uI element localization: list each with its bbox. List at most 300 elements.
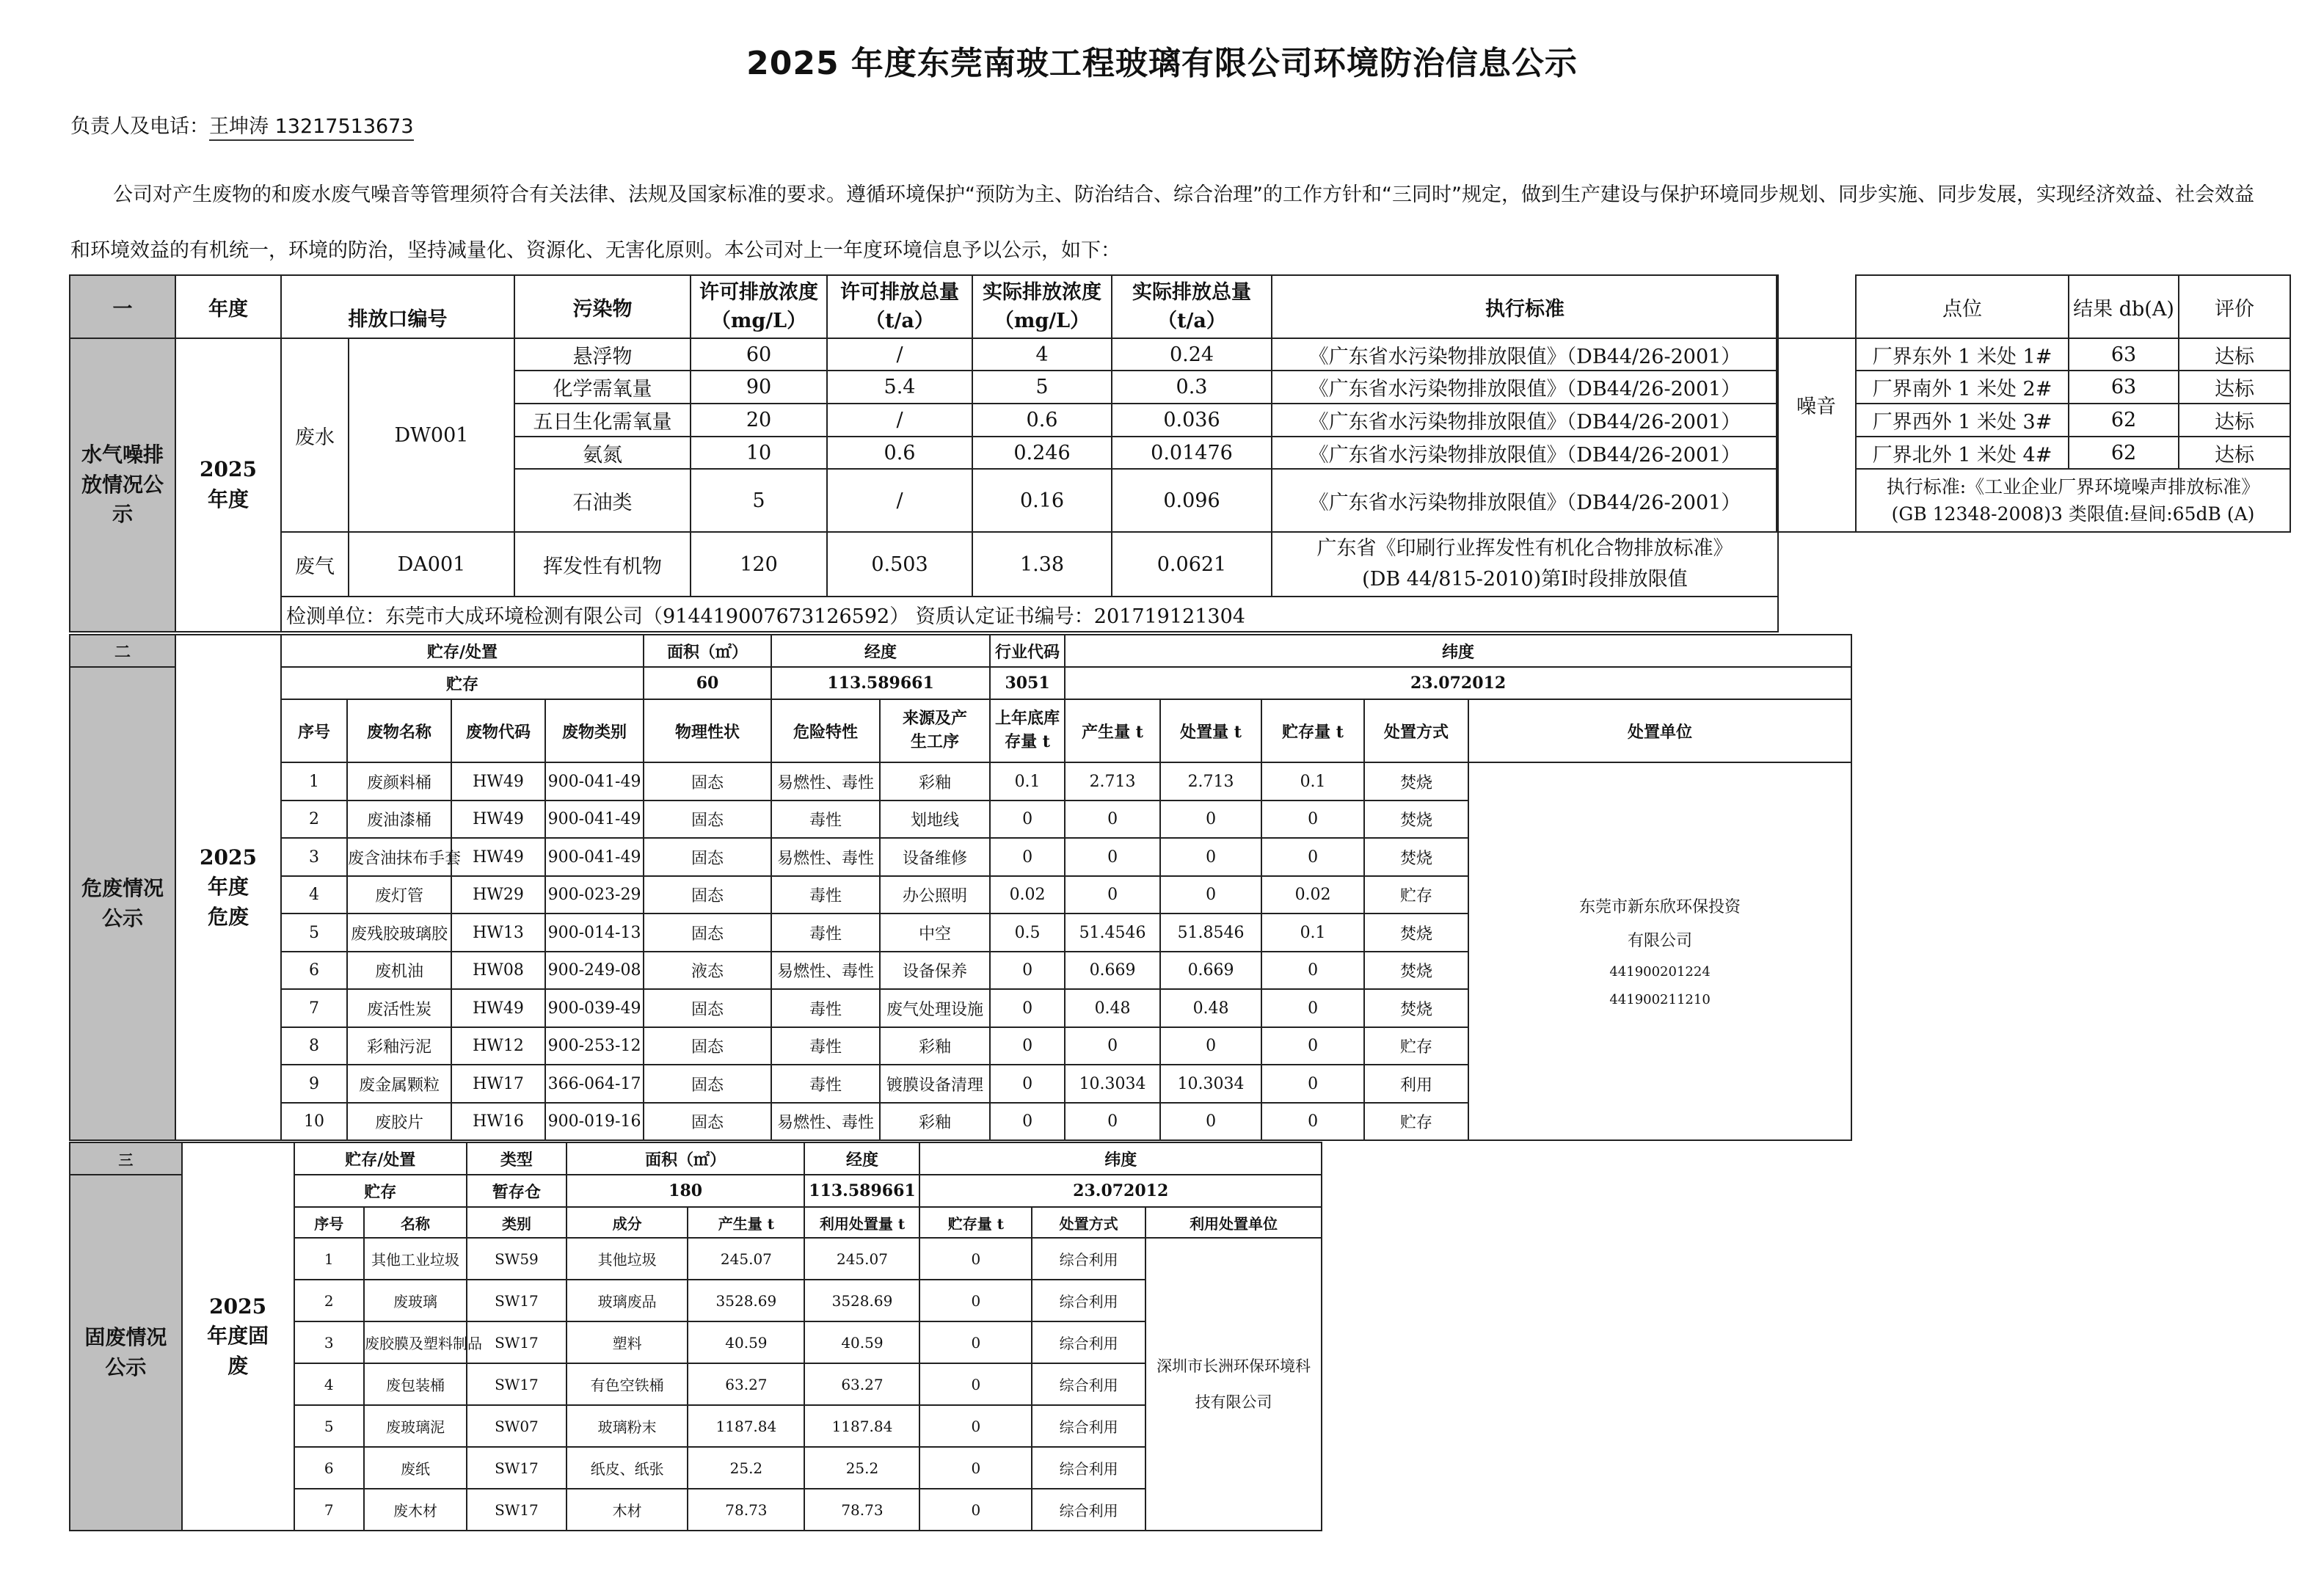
sw-name: 废纸	[364, 1447, 467, 1489]
sw-component: 玻璃粉末	[567, 1405, 688, 1447]
section-1-year: 2025年度	[175, 338, 281, 632]
sw-no: 3	[294, 1321, 364, 1363]
sw-no: 7	[294, 1489, 364, 1531]
hw-method: 焚烧	[1364, 914, 1468, 952]
header-actual-conc: 实际排放浓度（mg/L）	[972, 275, 1112, 338]
hw-produced: 0	[1065, 838, 1160, 876]
section-3-year: 2025年度固废	[182, 1142, 294, 1531]
hw-disposed: 10.3034	[1160, 1065, 1261, 1103]
hw-last-stock: 0.1	[990, 762, 1065, 801]
hw-code: HW13	[451, 914, 545, 952]
sw-category: SW17	[467, 1489, 567, 1531]
noise-eval: 达标	[2179, 371, 2290, 404]
hw-header-no: 序号	[281, 699, 347, 762]
hw-produced: 10.3034	[1065, 1065, 1160, 1103]
sw-storage-header-kind: 类型	[467, 1142, 567, 1175]
sw-category: SW17	[467, 1280, 567, 1321]
water-type: 废水	[281, 338, 349, 532]
water-pollutant: 悬浮物	[514, 338, 691, 371]
hw-hazard: 毒性	[771, 1065, 880, 1103]
hw-category: 900-019-16	[545, 1103, 644, 1140]
hw-no: 1	[281, 762, 347, 801]
sw-method: 综合利用	[1032, 1363, 1145, 1405]
noise-standard	[1856, 469, 2290, 532]
water-actual-conc: 5	[972, 371, 1112, 404]
sw-component: 有色空铁桶	[567, 1363, 688, 1405]
water-actual-conc: 0.16	[972, 469, 1112, 532]
hw-stored: 0	[1261, 1103, 1364, 1140]
hw-disposed: 0	[1160, 838, 1261, 876]
hw-state: 固态	[644, 876, 771, 914]
sw-stored: 0	[919, 1280, 1032, 1321]
water-actual-conc: 4	[972, 338, 1112, 371]
hw-state: 固态	[644, 914, 771, 952]
hw-header-stored: 贮存量 t	[1261, 699, 1364, 762]
sw-header-produced: 产生量 t	[688, 1207, 804, 1238]
water-actual-total: 0.24	[1112, 338, 1272, 371]
noise-result: 62	[2069, 404, 2179, 437]
sw-no: 5	[294, 1405, 364, 1447]
sw-utilized: 78.73	[804, 1489, 919, 1531]
hw-method: 焚烧	[1364, 838, 1468, 876]
sw-header-component: 成分	[567, 1207, 688, 1238]
sw-disposal-unit	[1145, 1238, 1322, 1531]
sw-utilized: 245.07	[804, 1238, 919, 1280]
sw-storage-lat: 23.072012	[919, 1175, 1322, 1207]
gas-standard-line2: (DB 44/815-2010)第Ⅰ时段排放限值	[1362, 568, 1688, 591]
sw-header-category: 类别	[467, 1207, 567, 1238]
hw-stored: 0	[1261, 952, 1364, 989]
sw-storage-header-type: 贮存/处置	[294, 1142, 467, 1175]
hw-code: HW49	[451, 838, 545, 876]
hw-name: 彩釉污泥	[347, 1027, 451, 1065]
sw-produced: 3528.69	[688, 1280, 804, 1321]
hw-no: 10	[281, 1103, 347, 1140]
hw-name: 废灯管	[347, 876, 451, 914]
sw-method: 综合利用	[1032, 1238, 1145, 1280]
hw-name: 废颜料桶	[347, 762, 451, 801]
gas-permit-total: 0.503	[827, 532, 972, 597]
emission-table	[69, 274, 1779, 632]
section-3-name: 固废情况公示	[70, 1175, 182, 1531]
hw-method: 贮存	[1364, 1027, 1468, 1065]
water-permit-conc: 90	[691, 371, 827, 404]
hw-category: 900-041-49	[545, 801, 644, 838]
hw-header-last-stock: 上年底库存量 t	[990, 699, 1065, 762]
hw-unit-line1: 东莞市新东欣环保投资	[1579, 898, 1741, 916]
sw-name: 废木材	[364, 1489, 467, 1531]
header-outlet: 排放口编号	[281, 275, 514, 338]
hw-header-name: 废物名称	[347, 699, 451, 762]
hw-no: 9	[281, 1065, 347, 1103]
hw-category: 900-041-49	[545, 838, 644, 876]
hw-stored: 0	[1261, 1027, 1364, 1065]
hw-code: HW17	[451, 1065, 545, 1103]
hw-header-disposed: 处置量 t	[1160, 699, 1261, 762]
gas-outlet: DA001	[349, 532, 514, 597]
hw-source: 彩釉	[880, 1027, 990, 1065]
hw-name: 废胶片	[347, 1103, 451, 1140]
table-row	[70, 762, 1851, 801]
hw-name: 废含油抹布手套	[347, 838, 451, 876]
noise-blank	[1777, 275, 1856, 338]
hw-stored: 0.1	[1261, 914, 1364, 952]
section-3-number: 三	[70, 1142, 182, 1175]
hw-no: 5	[281, 914, 347, 952]
storage-header-industry: 行业代码	[990, 635, 1065, 667]
hw-last-stock: 0	[990, 801, 1065, 838]
gas-standard-line1: 广东省《印刷行业挥发性有机化合物排放标准》	[1316, 537, 1733, 561]
sw-storage-header-lat: 纬度	[919, 1142, 1322, 1175]
sw-no: 6	[294, 1447, 364, 1489]
sw-storage-type: 贮存	[294, 1175, 467, 1207]
contact-value: 王坤涛 13217513673	[209, 115, 414, 141]
sw-stored: 0	[919, 1363, 1032, 1405]
hw-source: 划地线	[880, 801, 990, 838]
storage-header-type: 贮存/处置	[281, 635, 644, 667]
gas-actual-conc: 1.38	[972, 532, 1112, 597]
sw-stored: 0	[919, 1447, 1032, 1489]
noise-point: 厂界北外 1 米处 4#	[1856, 437, 2069, 469]
hazardous-waste-table	[69, 634, 1852, 1141]
hw-disposed: 0.48	[1160, 989, 1261, 1027]
sw-name: 废玻璃	[364, 1280, 467, 1321]
storage-type: 贮存	[281, 667, 644, 699]
sw-no: 2	[294, 1280, 364, 1321]
noise-table	[1776, 274, 2291, 533]
hw-hazard: 易燃性、毒性	[771, 838, 880, 876]
hw-no: 6	[281, 952, 347, 989]
hw-no: 7	[281, 989, 347, 1027]
hw-last-stock: 0	[990, 989, 1065, 1027]
noise-header-point: 点位	[1856, 275, 2069, 338]
water-pollutant: 氨氮	[514, 437, 691, 469]
gas-permit-conc: 120	[691, 532, 827, 597]
hw-state: 固态	[644, 1065, 771, 1103]
storage-industry: 3051	[990, 667, 1065, 699]
hw-stored: 0.02	[1261, 876, 1364, 914]
hw-name: 废残胶玻璃胶	[347, 914, 451, 952]
gas-type: 废气	[281, 532, 349, 597]
storage-header-lat: 纬度	[1065, 635, 1851, 667]
hw-category: 900-014-13	[545, 914, 644, 952]
noise-point: 厂界东外 1 米处 1#	[1856, 338, 2069, 371]
water-permit-conc: 5	[691, 469, 827, 532]
sw-header-no: 序号	[294, 1207, 364, 1238]
sw-header-stored: 贮存量 t	[919, 1207, 1032, 1238]
hw-unit-line2: 有限公司	[1628, 932, 1693, 951]
gas-pollutant: 挥发性有机物	[514, 532, 691, 597]
hw-method: 利用	[1364, 1065, 1468, 1103]
storage-header-area: 面积（㎡）	[644, 635, 771, 667]
storage-lon: 113.589661	[771, 667, 990, 699]
hw-method: 焚烧	[1364, 762, 1468, 801]
hw-category: 366-064-17	[545, 1065, 644, 1103]
hw-disposed: 51.8546	[1160, 914, 1261, 952]
noise-point: 厂界南外 1 米处 2#	[1856, 371, 2069, 404]
hw-last-stock: 0.5	[990, 914, 1065, 952]
noise-standard-line2: (GB 12348-2008)3 类限值:昼间:65dB (A)	[1891, 503, 2255, 525]
hw-stored: 0	[1261, 989, 1364, 1027]
hw-name: 废活性炭	[347, 989, 451, 1027]
hw-produced: 0	[1065, 801, 1160, 838]
sw-method: 综合利用	[1032, 1321, 1145, 1363]
hw-produced: 2.713	[1065, 762, 1160, 801]
hw-hazard: 毒性	[771, 989, 880, 1027]
hw-header-state: 物理性状	[644, 699, 771, 762]
hw-hazard: 易燃性、毒性	[771, 1103, 880, 1140]
noise-header-result: 结果 db(A)	[2069, 275, 2179, 338]
sw-category: SW17	[467, 1447, 567, 1489]
hw-source: 设备保养	[880, 952, 990, 989]
hw-source: 废气处理设施	[880, 989, 990, 1027]
hw-header-produced: 产生量 t	[1065, 699, 1160, 762]
noise-label: 噪音	[1777, 338, 1856, 532]
noise-header-eval: 评价	[2179, 275, 2290, 338]
hw-state: 固态	[644, 989, 771, 1027]
hw-hazard: 易燃性、毒性	[771, 952, 880, 989]
hw-source: 彩釉	[880, 1103, 990, 1140]
hw-header-source: 来源及产生工序	[880, 699, 990, 762]
water-standard: 《广东省水污染物排放限值》（DB44/26-2001）	[1272, 469, 1778, 532]
contact-label: 负责人及电话：	[70, 115, 209, 138]
hw-produced: 0.48	[1065, 989, 1160, 1027]
sw-header-unit: 利用处置单位	[1145, 1207, 1322, 1238]
intro-paragraph: 公司对产生废物的和废水废气噪音等管理须符合有关法律、法规及国家标准的要求。遵循环境保护“预防为主、防治结合、综合治理”的工作方针和“三同时”规定，做到生产建设与保护环境同步规划、同步实施、同步发展，实现经济效益、社会效益和环境效益的有机统一，环境的防治，坚持减量化、资源化、无害化原则。本公司对上一年度环境信息予以公示，如下：	[70, 183, 2254, 262]
noise-result: 62	[2069, 437, 2179, 469]
storage-area: 60	[644, 667, 771, 699]
sw-storage-header-area: 面积（㎡）	[567, 1142, 805, 1175]
hw-method: 焚烧	[1364, 952, 1468, 989]
hw-source: 镀膜设备清理	[880, 1065, 990, 1103]
hw-state: 固态	[644, 838, 771, 876]
contact-line	[70, 110, 414, 139]
sw-produced: 25.2	[688, 1447, 804, 1489]
water-pollutant: 石油类	[514, 469, 691, 532]
sw-utilized: 25.2	[804, 1447, 919, 1489]
sw-produced: 245.07	[688, 1238, 804, 1280]
section-2-year: 2025年度危废	[175, 635, 281, 1140]
hw-code: HW49	[451, 989, 545, 1027]
hw-state: 固态	[644, 801, 771, 838]
hw-disposed: 0	[1160, 876, 1261, 914]
header-standard: 执行标准	[1272, 275, 1778, 338]
sw-produced: 40.59	[688, 1321, 804, 1363]
gas-standard	[1272, 532, 1778, 597]
hw-header-hazard: 危险特性	[771, 699, 880, 762]
section-1-name: 水气噪排放情况公示	[70, 338, 175, 632]
hw-disposed: 0	[1160, 1103, 1261, 1140]
sw-name: 其他工业垃圾	[364, 1238, 467, 1280]
hw-name: 废机油	[347, 952, 451, 989]
noise-result: 63	[2069, 338, 2179, 371]
water-actual-conc: 0.246	[972, 437, 1112, 469]
water-actual-conc: 0.6	[972, 404, 1112, 437]
hw-hazard: 易燃性、毒性	[771, 762, 880, 801]
hw-category: 900-023-29	[545, 876, 644, 914]
hw-last-stock: 0	[990, 1103, 1065, 1140]
sw-no: 1	[294, 1238, 364, 1280]
gas-actual-total: 0.0621	[1112, 532, 1272, 597]
hw-state: 固态	[644, 1027, 771, 1065]
sw-name: 废包装桶	[364, 1363, 467, 1405]
sw-utilized: 63.27	[804, 1363, 919, 1405]
water-pollutant: 化学需氧量	[514, 371, 691, 404]
sw-unit-line2: 技有限公司	[1195, 1393, 1272, 1411]
water-outlet: DW001	[349, 338, 514, 532]
water-permit-total: /	[827, 404, 972, 437]
hw-method: 焚烧	[1364, 801, 1468, 838]
sw-category: SW59	[467, 1238, 567, 1280]
header-permit-total: 许可排放总量（t/a）	[827, 275, 972, 338]
storage-lat: 23.072012	[1065, 667, 1851, 699]
sw-method: 综合利用	[1032, 1405, 1145, 1447]
sw-produced: 78.73	[688, 1489, 804, 1531]
hw-source: 办公照明	[880, 876, 990, 914]
noise-eval: 达标	[2179, 437, 2290, 469]
water-permit-total: /	[827, 338, 972, 371]
section-2-number: 二	[70, 635, 175, 667]
hw-category: 900-253-12	[545, 1027, 644, 1065]
water-permit-total: /	[827, 469, 972, 532]
water-actual-total: 0.096	[1112, 469, 1272, 532]
water-permit-conc: 60	[691, 338, 827, 371]
water-standard: 《广东省水污染物排放限值》（DB44/26-2001）	[1272, 404, 1778, 437]
hw-produced: 0	[1065, 1027, 1160, 1065]
sw-header-method: 处置方式	[1032, 1207, 1145, 1238]
water-actual-total: 0.036	[1112, 404, 1272, 437]
hw-category: 900-041-49	[545, 762, 644, 801]
hw-state: 固态	[644, 1103, 771, 1140]
hw-hazard: 毒性	[771, 801, 880, 838]
storage-header-lon: 经度	[771, 635, 990, 667]
sw-unit-line1: 深圳市长洲环保环境科	[1156, 1357, 1311, 1376]
hw-stored: 0.1	[1261, 762, 1364, 801]
water-permit-total: 0.6	[827, 437, 972, 469]
sw-name: 废玻璃泥	[364, 1405, 467, 1447]
sw-stored: 0	[919, 1321, 1032, 1363]
hw-header-method: 处置方式	[1364, 699, 1468, 762]
hw-produced: 51.4546	[1065, 914, 1160, 952]
header-pollutant: 污染物	[514, 275, 691, 338]
sw-category: SW07	[467, 1405, 567, 1447]
page-title: 2025 年度东莞南玻工程玻璃有限公司环境防治信息公示	[746, 45, 1578, 82]
hw-code: HW49	[451, 762, 545, 801]
hw-disposed: 0	[1160, 801, 1261, 838]
sw-no: 4	[294, 1363, 364, 1405]
hw-produced: 0.669	[1065, 952, 1160, 989]
hw-category: 900-249-08	[545, 952, 644, 989]
noise-result: 63	[2069, 371, 2179, 404]
hw-code: HW49	[451, 801, 545, 838]
hw-header-category: 废物类别	[545, 699, 644, 762]
hw-code: HW12	[451, 1027, 545, 1065]
hw-stored: 0	[1261, 1065, 1364, 1103]
hw-state: 液态	[644, 952, 771, 989]
sw-utilized: 3528.69	[804, 1280, 919, 1321]
hw-produced: 0	[1065, 876, 1160, 914]
hw-source: 彩釉	[880, 762, 990, 801]
hw-header-unit: 处置单位	[1468, 699, 1851, 762]
sw-stored: 0	[919, 1238, 1032, 1280]
sw-storage-kind: 暂存仓	[467, 1175, 567, 1207]
hw-no: 4	[281, 876, 347, 914]
hw-hazard: 毒性	[771, 1027, 880, 1065]
hw-no: 2	[281, 801, 347, 838]
water-permit-conc: 10	[691, 437, 827, 469]
hw-code: HW29	[451, 876, 545, 914]
sw-storage-area: 180	[567, 1175, 805, 1207]
water-pollutant: 五日生化需氧量	[514, 404, 691, 437]
hw-unit-code1: 441900201224	[1609, 964, 1711, 980]
sw-category: SW17	[467, 1321, 567, 1363]
sw-storage-header-lon: 经度	[804, 1142, 919, 1175]
sw-storage-lon: 113.589661	[804, 1175, 919, 1207]
sw-stored: 0	[919, 1405, 1032, 1447]
sw-stored: 0	[919, 1489, 1032, 1531]
hw-disposed: 0	[1160, 1027, 1261, 1065]
hw-last-stock: 0.02	[990, 876, 1065, 914]
hw-name: 废油漆桶	[347, 801, 451, 838]
water-actual-total: 0.3	[1112, 371, 1272, 404]
hw-last-stock: 0	[990, 1065, 1065, 1103]
sw-produced: 1187.84	[688, 1405, 804, 1447]
sw-utilized: 40.59	[804, 1321, 919, 1363]
noise-eval: 达标	[2179, 338, 2290, 371]
sw-component: 木材	[567, 1489, 688, 1531]
noise-standard-line1: 执行标准:《工业企业厂界环境噪声排放标准》	[1886, 475, 2260, 497]
hw-state: 固态	[644, 762, 771, 801]
hw-stored: 0	[1261, 801, 1364, 838]
water-standard: 《广东省水污染物排放限值》（DB44/26-2001）	[1272, 371, 1778, 404]
hw-disposal-unit	[1468, 762, 1851, 1140]
sw-method: 综合利用	[1032, 1447, 1145, 1489]
hw-last-stock: 0	[990, 952, 1065, 989]
sw-component: 玻璃废品	[567, 1280, 688, 1321]
sw-category: SW17	[467, 1363, 567, 1405]
inspection-info: 检测单位：东莞市大成环境检测有限公司（914419007673126592） 资质认定证书编号：201719121304	[281, 597, 1778, 632]
hw-method: 贮存	[1364, 1103, 1468, 1140]
hw-disposed: 0.669	[1160, 952, 1261, 989]
sw-produced: 63.27	[688, 1363, 804, 1405]
sw-method: 综合利用	[1032, 1489, 1145, 1531]
hw-source: 中空	[880, 914, 990, 952]
hw-source: 设备维修	[880, 838, 990, 876]
hw-last-stock: 0	[990, 838, 1065, 876]
sw-name: 废胶膜及塑料制品	[364, 1321, 467, 1363]
water-standard: 《广东省水污染物排放限值》（DB44/26-2001）	[1272, 338, 1778, 371]
sw-utilized: 1187.84	[804, 1405, 919, 1447]
header-year: 年度	[175, 275, 281, 338]
header-actual-total: 实际排放总量（t/a）	[1112, 275, 1272, 338]
hw-name: 废金属颗粒	[347, 1065, 451, 1103]
noise-point: 厂界西外 1 米处 3#	[1856, 404, 2069, 437]
sw-method: 综合利用	[1032, 1280, 1145, 1321]
sw-component: 纸皮、纸张	[567, 1447, 688, 1489]
hw-header-code: 废物代码	[451, 699, 545, 762]
hw-produced: 0	[1065, 1103, 1160, 1140]
hw-code: HW16	[451, 1103, 545, 1140]
solid-waste-table	[69, 1142, 1322, 1531]
hw-category: 900-039-49	[545, 989, 644, 1027]
hw-hazard: 毒性	[771, 876, 880, 914]
water-standard: 《广东省水污染物排放限值》（DB44/26-2001）	[1272, 437, 1778, 469]
hw-method: 贮存	[1364, 876, 1468, 914]
hw-no: 3	[281, 838, 347, 876]
hw-hazard: 毒性	[771, 914, 880, 952]
hw-last-stock: 0	[990, 1027, 1065, 1065]
water-permit-conc: 20	[691, 404, 827, 437]
